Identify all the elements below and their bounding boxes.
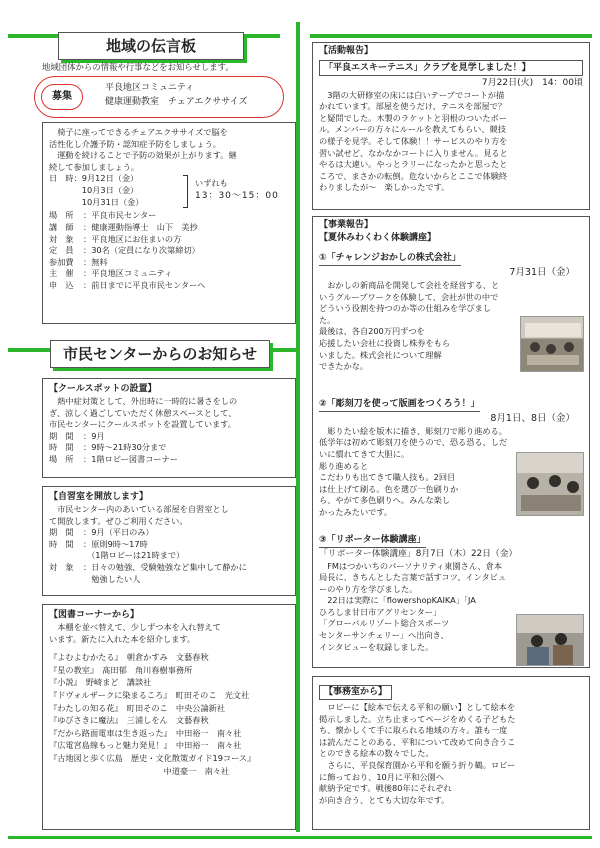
recruit-body: 椅子に座ってできるチェアエクササイズで脳を 活性化し介護予防・認知症予防をしましょう。 運動を続けることで予防の効果が上がります。継 続して参加しましょう。	[49, 127, 237, 172]
cool-detail-row	[49, 454, 289, 466]
books-body: 本棚を並べ替えて、少しずつ本を入れ替えて います。新たに入れた本を紹介します。	[49, 622, 221, 644]
office-head: 【事務室から】	[319, 685, 392, 700]
study-room-details	[49, 527, 289, 585]
recruit-detail-key: 場 所	[49, 210, 74, 221]
cool-detail-row	[49, 442, 289, 454]
recruit-box	[42, 122, 296, 324]
study-detail-row	[49, 562, 289, 574]
study-room-title: 【自習室を開放します】	[49, 492, 149, 502]
photo-scene	[517, 615, 584, 666]
book-item: 『広電宮島線もっと魅力発見！』 中田裕一 南々社	[49, 740, 242, 751]
activity-body: 3階の大研修室の床には白いテープでコートが描 かれています。部屋を使うだけ、テニスを部屋で？ と疑問でした。木製のラケットと羽根のついたボー ル。メンバーの方々にルールを教えてもらい、競技 の様子を見学。そして体験！！サービスのやり方を 習い試せど、なかなかコートに入りません。見ると やるは大違い。やっとラリーになったかと思ったと ころで、まさかの転倒。危ないからとここで体験終 わりましたが～ 楽しかったです。	[319, 89, 508, 193]
cool-detail-key: 時 間	[49, 442, 74, 453]
events-box	[312, 216, 590, 668]
course-1-body-top: おかしの新商品を開発して会社を経営する、と いうグループワークを体験して、会社が世の中で どういう役割を持つのか等の仕組みを学びまし た。	[319, 280, 500, 325]
recruit-detail-key: 主 催	[49, 268, 74, 279]
book-item: 『ゆびさきに魔法』 三浦しをん 文藝春秋	[49, 715, 209, 726]
book-item: 『だから路面電車は生き返った』 中田裕一 南々社	[49, 727, 242, 738]
book-item: 『古地図と歩く広島 歴史・文化散策ガイド19コース』	[49, 752, 256, 763]
reporter-photo	[516, 614, 584, 666]
photo-scene	[521, 317, 584, 372]
study-detail-value: （1階ロビーは21時まで）	[83, 550, 185, 561]
course-3-body: FMはつかいちのパーソナリティ東園さん、倉本 局長に、きちんとした言葉で話すコツ、インタビュ ーのやり方を学びました。 22日は実際に「flowershopKAIKA」「JA ひろしま甘日市アグリセンター」 「グローバルリゾート総合スポーツ センターサンチェリー」へ出向き、 インタビューを収録しました。	[319, 560, 507, 652]
book-item: 『よむよむかたる』 朝倉かすみ 文藝春秋	[49, 652, 209, 663]
recruit-detail-row	[49, 210, 289, 222]
study-detail-row	[49, 574, 289, 586]
book-item: 『ドヴォルザークに染まるころ』 町田そのこ 光文社	[49, 689, 250, 700]
activity-date: 7月22日(火) 14：00頃	[481, 78, 583, 88]
recruit-detail-row	[49, 234, 289, 246]
book-list	[49, 651, 289, 777]
study-detail-value: 勉強したい人	[83, 573, 141, 584]
course-1-date: 7月31日（金）	[509, 267, 575, 278]
activity-head: 【活動報告】	[319, 46, 374, 56]
study-detail-row	[49, 550, 289, 562]
recruit-detail-key: 申 込	[49, 279, 74, 290]
study-detail-key: 時 間	[49, 538, 74, 549]
recruit-date-1: 日 時：9月12日（金）	[49, 173, 139, 184]
dengonban-subtitle: 地域団体からの情報や行事などをお知らせします。	[42, 62, 234, 72]
study-room-box	[42, 486, 296, 596]
recruit-detail-value: ：健康運動指導士 山下 美抄	[83, 221, 198, 232]
recruit-date-2: 10月3日（金）	[49, 184, 139, 195]
recruit-detail-key: 参加費	[49, 256, 74, 267]
study-detail-value: ：9月（平日のみ）	[83, 527, 154, 538]
study-detail-row	[49, 539, 289, 551]
green-rule-bottom	[8, 836, 592, 839]
recruit-detail-row	[49, 280, 289, 292]
dengonban-title: 地域の伝言板	[58, 32, 244, 60]
cool-spot-details	[49, 431, 289, 466]
cool-detail-value: ：9月	[83, 430, 105, 441]
center-news-title: 市民センターからのお知らせ	[50, 340, 270, 368]
recruit-detail-value: ：前日までに平良市民センターへ	[83, 279, 206, 290]
photo-scene	[517, 453, 584, 516]
book-item: 『星の教室』 髙田郁 角川春樹事務所	[49, 664, 193, 675]
course-2-title: ②「彫刻刀を使って版画をつくろう！」	[319, 398, 480, 412]
events-head: 【事業報告】	[319, 220, 374, 230]
recruit-date-3: 10月31日（金）	[49, 196, 144, 207]
recruit-org: 平良地区コミュニティ	[105, 83, 195, 93]
book-item: 『小説』 野崎まど 講談社	[49, 677, 152, 688]
office-body: ロビーに【絵本で伝える平和の願い】として絵本を 掲示しました。立ち止まってページをめくる子どもた ち、懐かしくて手に取られる地域の方々。誰も一度 は読んだことのある、平和について改めて向き合うこ とのできる絵本の数々でした。 さらに、平良保育園から平和を願う折り鶴。ロビー に飾っており、10月に平和公園へ 献納予定です。戦後80年にそれぞれ が向き合う、とても大切な年です。	[319, 702, 516, 805]
date-bracket	[183, 175, 188, 208]
recruit-detail-value: ：平良市民センター	[83, 210, 157, 221]
recruit-banner	[34, 76, 284, 118]
office-box	[312, 676, 590, 830]
cool-spot-title: 【クールスポットの設置】	[49, 384, 157, 394]
study-detail-value: ：日々の勉強、受験勉強など集中して静かに	[83, 561, 247, 572]
book-item: 中道豪一 南々社	[49, 765, 230, 776]
course-2-date: 8月1日、8日（金）	[490, 412, 575, 424]
recruit-detail-value: ：平良地区にお住まいの方	[83, 233, 182, 244]
cool-spot-body: 熱中症対策として、外出時に一時的に暑さをしの ぎ、涼しく過ごしていただく休憩スペースとして、 市民センターにクールスポットを設置しています。	[49, 396, 238, 430]
recruit-detail-key: 対 象	[49, 233, 74, 244]
books-box	[42, 604, 296, 830]
time-note-2: 13：30～15：00	[195, 191, 279, 202]
study-detail-key	[49, 550, 83, 562]
course-1-body-side: 最後は、各自200万円ずつを 応援したい会社に投資し株券をもら いました。株式会社について理解 できたかな。	[319, 326, 451, 372]
recruit-detail-row	[49, 245, 289, 257]
course-3-title: ③「リポーター体験講座」	[319, 534, 426, 548]
recruit-detail-value: ：無料	[83, 256, 108, 267]
books-title: 【図書コーナーから】	[49, 610, 140, 620]
course-1-title: ①「チャレンジおかしの株式会社」	[319, 252, 461, 266]
summer-program-title: 【夏休みわくわく体験講座】	[319, 233, 437, 243]
cool-spot-box	[42, 378, 296, 478]
recruit-details	[49, 210, 289, 291]
cool-detail-key: 期 間	[49, 430, 74, 441]
time-note-1: いずれも	[195, 178, 228, 189]
study-detail-value: ：原則9時～17時	[83, 538, 148, 549]
cool-detail-row	[49, 431, 289, 443]
cool-detail-key: 場 所	[49, 453, 74, 464]
study-detail-key: 期 間	[49, 527, 74, 538]
recruit-detail-row	[49, 222, 289, 234]
course-3-date: 「リポーター体験講座」8月7日（木）22日（金）	[319, 548, 518, 559]
activity-title: 「平良エスキーテニス」クラブを見学しました！】	[319, 60, 583, 76]
study-room-body: 市民センター内のあいている部屋を自習室とし て開放します。ぜひご利用ください。	[49, 504, 229, 526]
cool-detail-value: ：1階ロビー図書コーナー	[83, 453, 178, 464]
recruit-detail-key: 講 師	[49, 221, 74, 232]
course-2-body-top: 彫りたい絵を版木に描き、彫刻刀で彫り進める。 低学年は初めて彫刻刀を使うので、恐る恐る、しだ いに慣れてきて大胆に。	[319, 425, 508, 459]
cool-detail-value: ：9時～21時30分まで	[83, 442, 167, 453]
study-detail-key	[49, 574, 83, 586]
green-rule-top-right	[310, 34, 592, 38]
recruit-detail-key: 定 員	[49, 245, 74, 256]
book-item: 『わたしの知る花』 町田そのこ 中央公論新社	[49, 702, 226, 713]
recruit-detail-value: ：30名（定員になり次第締切）	[83, 245, 200, 256]
recruit-detail-row	[49, 268, 289, 280]
study-detail-key: 対 象	[49, 561, 74, 572]
recruit-title: 健康運動教室 チェアエクササイズ	[105, 97, 248, 107]
green-divider-vertical	[296, 22, 300, 832]
activity-box	[312, 42, 590, 210]
recruit-detail-row	[49, 257, 289, 269]
candy-company-photo	[520, 316, 584, 372]
course-2-body-side: 彫り進めると こだわりも出てきて職人技も。2回目 は仕上げて刷る。色を選び一色刷りか ら、やがて多色刷りへ。みんな楽し かったみたいです。	[319, 460, 459, 517]
study-detail-row	[49, 527, 289, 539]
woodblock-print-photo	[516, 452, 584, 516]
recruit-badge: 募集	[41, 84, 83, 110]
recruit-detail-value: ：平良地区コミュニティ	[83, 268, 173, 279]
